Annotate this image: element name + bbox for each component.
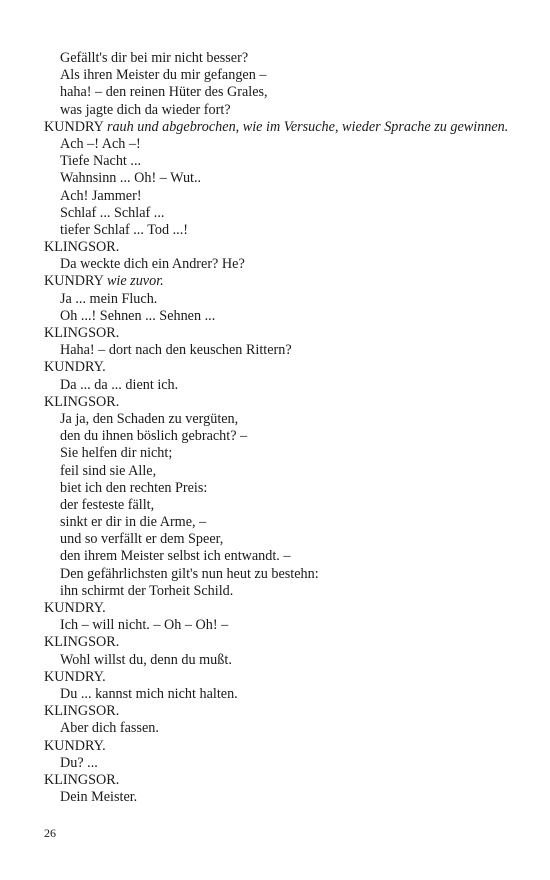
verse-line: Aber dich fassen. [60,720,159,737]
speaker-name: KUNDRY. [44,737,106,754]
verse-line: den du ihnen böslich gebracht? – [60,428,248,445]
verse-line: feil sind sie Alle, [60,462,157,479]
verse-line: Ja ja, den Schaden zu vergüten, [60,410,239,427]
speaker-name: KLINGSOR. [44,703,120,720]
speaker-name: KLINGSOR. [44,325,120,342]
speaker-line [44,738,510,755]
page-number: 26 [44,826,56,840]
speaker-name: KUNDRY. [44,359,106,376]
verse-line: ihn schirmt der Torheit Schild. [60,582,234,599]
libretto-text [44,50,510,806]
verse-line: Den gefährlichsten gilt's nun heut zu bestehn: [60,565,319,582]
speaker-line [44,600,510,617]
speaker-line [44,394,510,411]
verse-line: Oh ...! Sehnen ... Sehnen ... [60,307,216,324]
verse-line: Als ihren Meister du mir gefangen – [60,67,267,84]
verse-line: Ach! Jammer! [60,187,142,204]
verse-line: Da ... da ... dient ich. [60,376,179,393]
verse-line: Da weckte dich ein Andrer? He? [60,256,245,273]
verse-line: haha! – den reinen Hüter des Grales, [60,84,268,101]
verse-line: biet ich den rechten Preis: [60,479,208,496]
speaker-line [44,703,510,720]
speaker-name: KLINGSOR. [44,634,120,651]
verse-line: Schlaf ... Schlaf ... [60,204,165,221]
verse-line: Ich – will nicht. – Oh – Oh! – [60,617,229,634]
verse-line: Sie helfen dir nicht; [60,445,173,462]
speaker-line [44,273,510,290]
verse-line: Dein Meister. [60,789,138,806]
verse-line: was jagte dich da wieder fort? [60,101,231,118]
speaker-name: KLINGSOR. [44,239,120,256]
verse-line: Tiefe Nacht ... [60,153,142,170]
speaker-name: KLINGSOR. [44,393,120,410]
speaker-line [44,239,510,256]
verse-line: Ja ... mein Fluch. [60,290,158,307]
speaker-name: KUNDRY [44,273,104,290]
speaker-name: KUNDRY [44,118,104,135]
speaker-name: KUNDRY. [44,668,106,685]
speaker-name: KUNDRY. [44,600,106,617]
verse-line: Ach –! Ach –! [60,135,141,152]
speaker-line [44,119,510,136]
verse-line: Haha! – dort nach den keuschen Rittern? [60,342,292,359]
verse-line: Wahnsinn ... Oh! – Wut.. [60,170,202,187]
verse-line: sinkt er dir in die Arme, – [60,514,207,531]
speaker-line [44,359,510,376]
verse-line: der festeste fällt, [60,496,155,513]
speaker-line [44,669,510,686]
speaker-line [44,325,510,342]
verse-line: Du? ... [60,754,98,771]
verse-line: tiefer Schlaf ... Tod ...! [60,221,188,238]
verse-line: den ihrem Meister selbst ich entwandt. – [60,548,291,565]
speaker-line [44,634,510,651]
speaker-line [44,772,510,789]
verse-line: Du ... kannst mich nicht halten. [60,685,238,702]
verse-line: und so verfällt er dem Speer, [60,531,224,548]
speaker-name: KLINGSOR. [44,771,120,788]
stage-direction: rauh und abgebrochen, wie im Versuche, wieder Sprache zu gewinnen. [106,118,509,135]
verse-line: Gefällt's dir bei mir nicht besser? [60,50,249,66]
verse-line: Wohl willst du, denn du mußt. [60,651,232,668]
stage-direction: wie zuvor. [106,273,164,290]
